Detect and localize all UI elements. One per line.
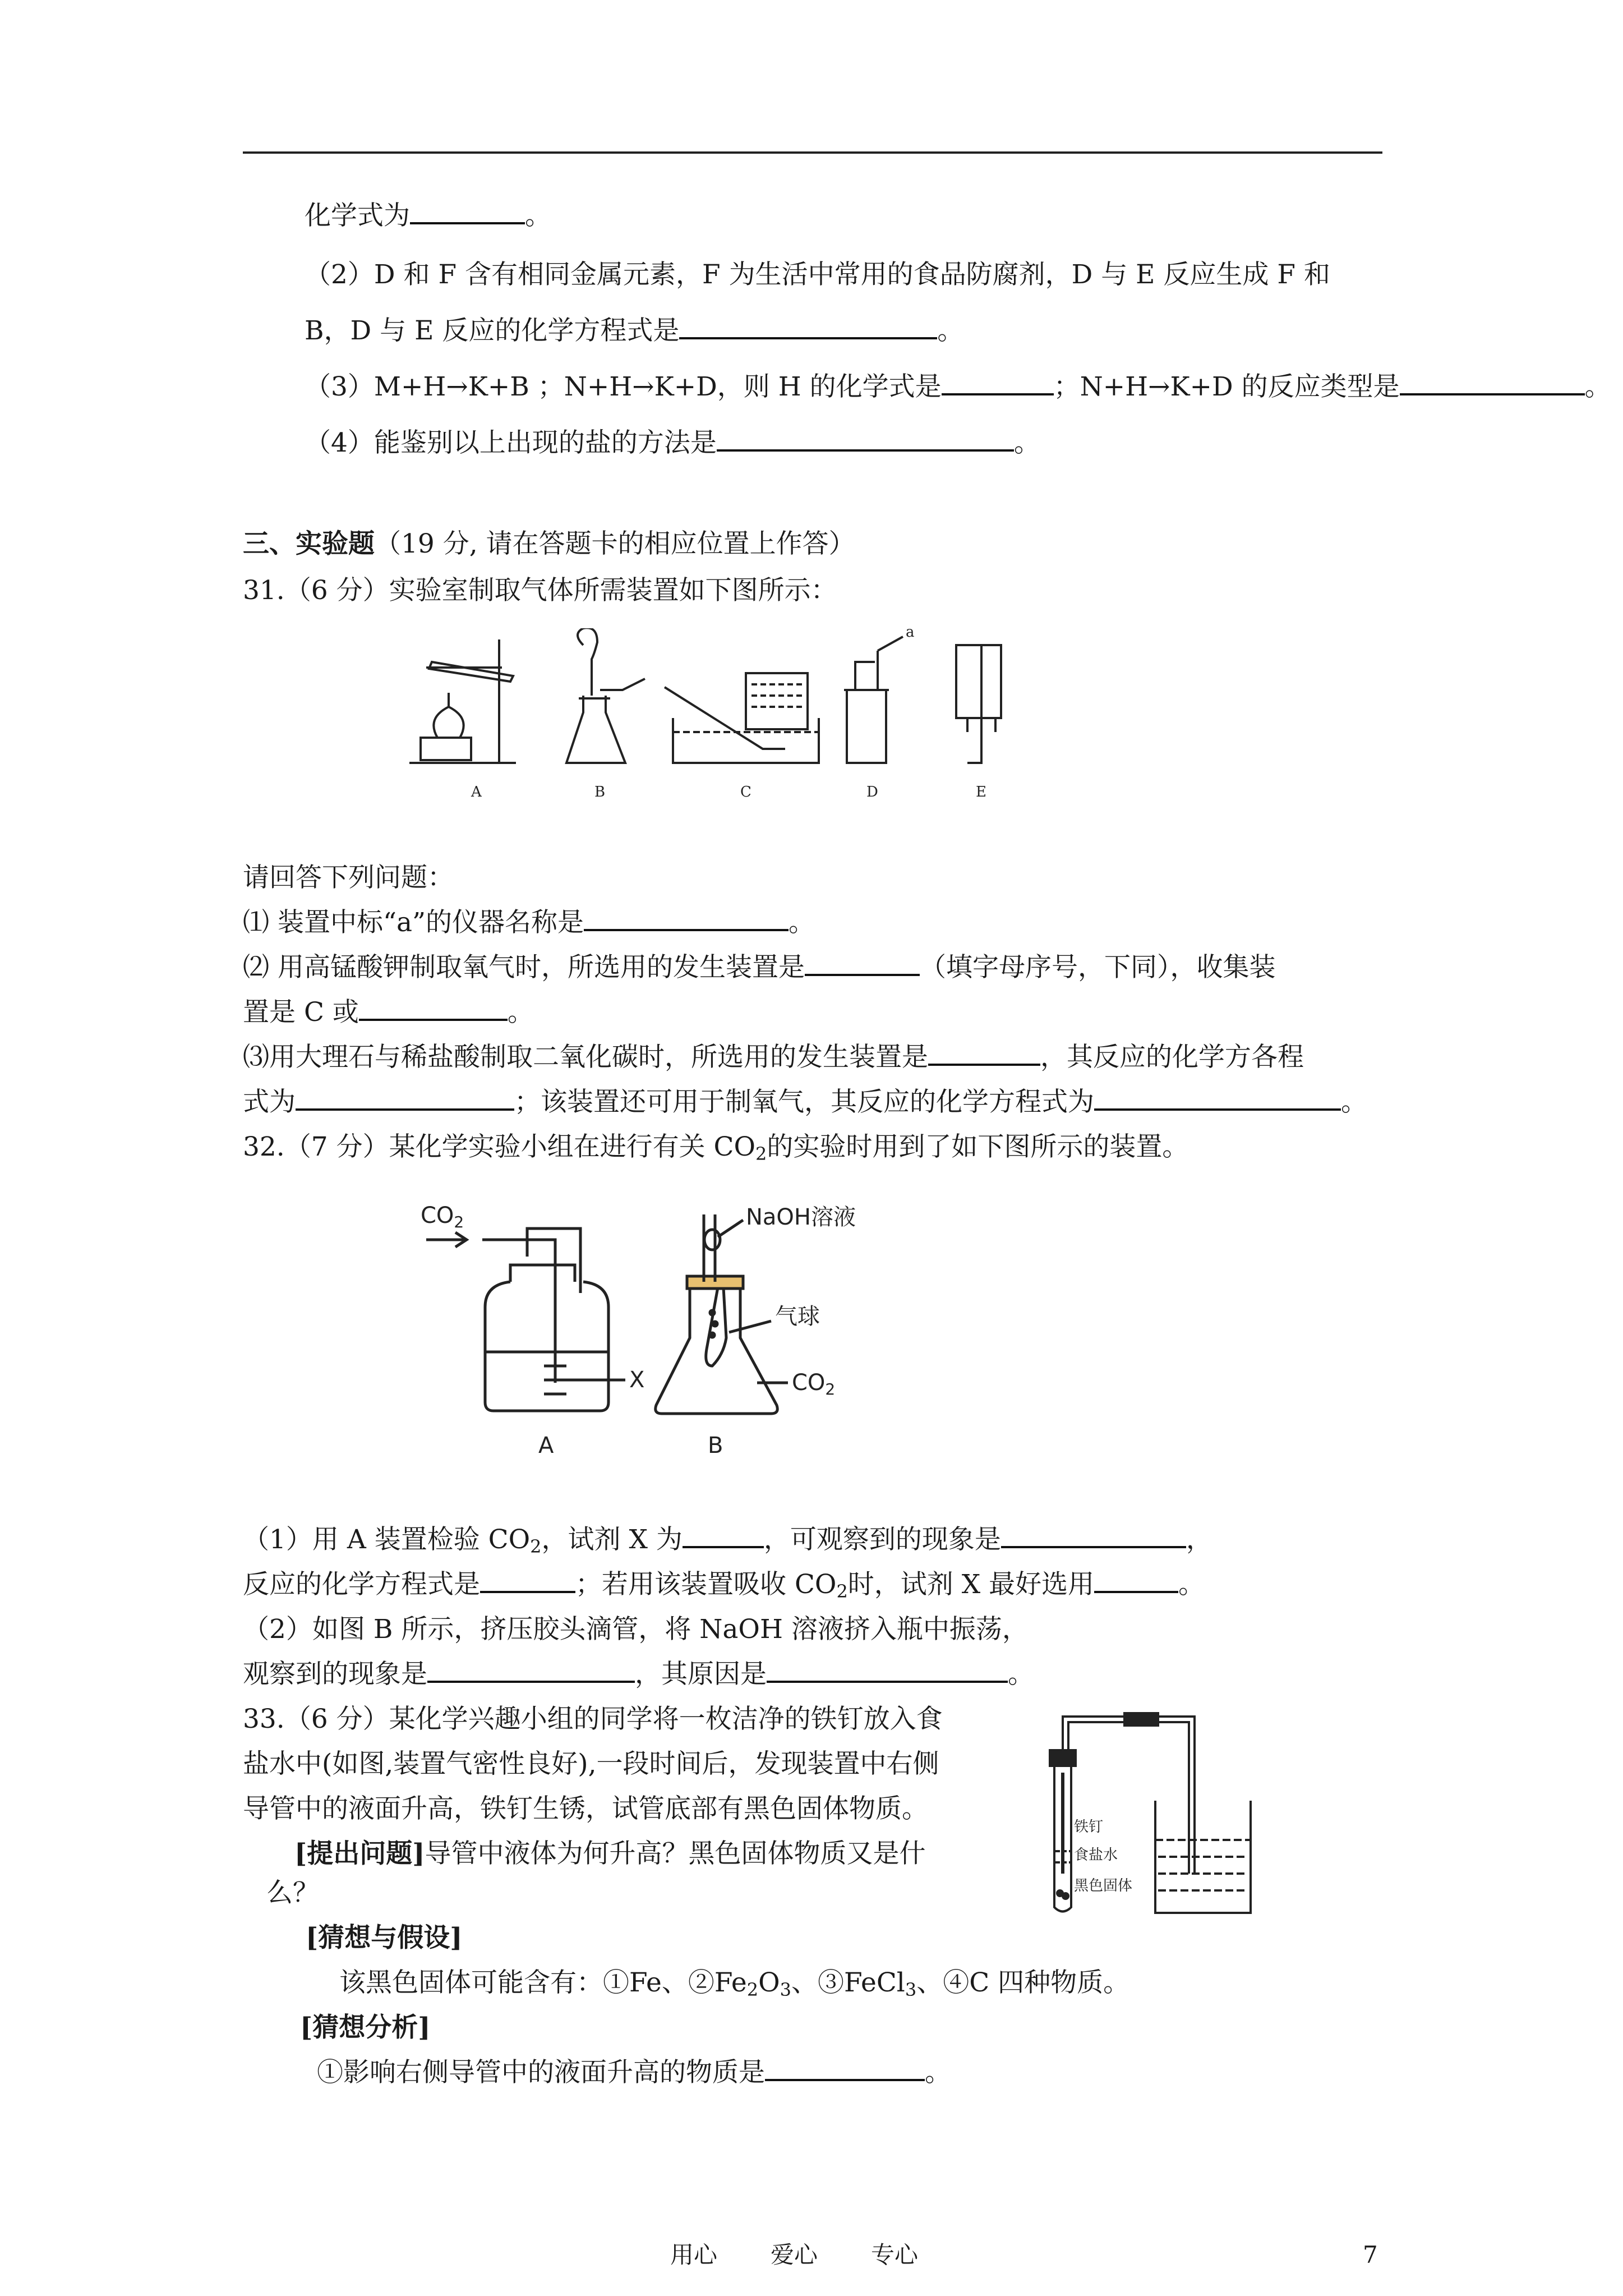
marker-a: a: [906, 628, 915, 641]
q32-apparatus-figure: [421, 1198, 925, 1467]
q33-line3: 导管中的液面升高，铁钉生锈，试管底部有黑色固体物质。: [243, 1793, 928, 1824]
q30-part3: （3）M+H→K+B ；N+H→K+D，则 H 的化学式是 ；N+H→K+D 的反应类型是 。: [305, 371, 1611, 402]
apparatus-e: [956, 645, 1001, 763]
q33-question: [提出问题]导管中液体为何升高？黑色固体物质又是什: [294, 1838, 926, 1869]
label-e: E: [976, 784, 986, 800]
q31-sub3-line1: ⑶用大理石与稀盐酸制取二氧化碳时，所选用的发生装置是 ，其反应的化学方各程: [243, 1042, 1304, 1073]
co2-out-label: $CO_2$: [792, 1370, 836, 1398]
q32-part1-line2: 反应的化学方程式是 ；若用该装置吸收 $CO_2$时，试剂 X 最好选用 。: [243, 1569, 1205, 1602]
q32-part2-line2: 观察到的现象是 ，其原因是 。: [243, 1659, 1034, 1690]
section-3-heading: 三、实验题（19 分, 请在答题卡的相应位置上作答）: [243, 528, 855, 559]
apparatus-d: [844, 637, 903, 763]
q33-line1: 33.（6 分）某化学兴趣小组的同学将一枚洁净的铁钉放入食: [243, 1704, 943, 1734]
balloon-label: 气球: [775, 1304, 820, 1329]
q30-part4: （4）能鉴别以上出现的盐的方法是 。: [305, 427, 1040, 458]
q31-stem: 31.（6 分）实验室制取气体所需装置如下图所示：: [243, 575, 837, 606]
apparatus-a: [426, 1228, 625, 1411]
x-label: X: [629, 1367, 645, 1393]
page-number: 7: [1363, 2241, 1378, 2269]
apparatus-b: [566, 628, 645, 763]
black-solid-label: 黑色固体: [1074, 1878, 1133, 1894]
apparatus-a: [409, 639, 516, 763]
label-d: D: [866, 784, 878, 800]
q30-line1: 化学式为 。: [305, 200, 551, 231]
label-c: C: [740, 784, 751, 800]
naoh-label: NaOH溶液: [746, 1204, 856, 1230]
q32-part2-line1: （2）如图 B 所示，挤压胶头滴管，将 NaOH 溶液挤入瓶中振荡，: [243, 1614, 1029, 1645]
q30-part2-line2: B，D 与 E 反应的化学方程式是 。: [305, 315, 964, 346]
q33-analysis-heading: [猜想分析]: [300, 2012, 431, 2043]
apparatus-c: [665, 673, 819, 763]
q31-sub2-line1: ⑵ 用高锰酸钾制取氧气时，所选用的发生装置是 （填字母序号，下同），收集装: [243, 952, 1276, 983]
header-rule: [243, 151, 1382, 154]
salt-water-label: 食盐水: [1074, 1847, 1118, 1864]
q31-sub3-line2: 式为 ；该装置还可用于制氧气，其反应的化学方程式为 。: [243, 1087, 1367, 1117]
q33-hypothesis-heading: [猜想与假设]: [306, 1922, 463, 1953]
q33-line2: 盐水中(如图,装置气密性良好),一段时间后，发现装置中右侧: [243, 1749, 939, 1779]
co2-in-label: $CO_2$: [421, 1203, 464, 1231]
footer-motto: 用心 爱心 专心: [670, 2241, 919, 2269]
q33-question-cont: 么？: [266, 1878, 319, 1908]
q32-stem: 32.（7 分）某化学实验小组在进行有关 $CO_2$的实验时用到了如下图所示的装置。: [243, 1131, 1189, 1165]
q31-sub2-line2: 置是 C 或 。: [243, 997, 534, 1028]
label-a: A: [538, 1433, 554, 1458]
label-a: A: [471, 784, 482, 800]
label-b: B: [594, 784, 606, 800]
q33-hypothesis-text: 该黑色固体可能含有：①Fe、$②Fe_2O_3$、③FeCl$_3$、④C 四种物质。: [339, 1967, 1130, 2000]
q33-analysis-text: ①影响右侧导管中的液面升高的物质是 。: [317, 2057, 951, 2088]
nail-label: 铁钉: [1074, 1819, 1104, 1835]
q31-apparatus-figure: [404, 628, 1038, 808]
q32-part1-line1: （1）用 A 装置检验 $CO_2$，试剂 X 为 ，可观察到的现象是 ，: [243, 1524, 1212, 1557]
q30-part2-line1: （2）D 和 F 含有相同金属元素，F 为生活中常用的食品防腐剂，D 与 E 反应生成 F 和: [305, 259, 1330, 290]
q31-sub1: ⑴ 装置中标“a”的仪器名称是 。: [243, 907, 815, 938]
apparatus-b: [656, 1214, 788, 1414]
q31-prompt: 请回答下列问题：: [243, 862, 454, 893]
label-b: B: [708, 1433, 723, 1458]
q33-apparatus-figure: [1026, 1705, 1307, 1918]
